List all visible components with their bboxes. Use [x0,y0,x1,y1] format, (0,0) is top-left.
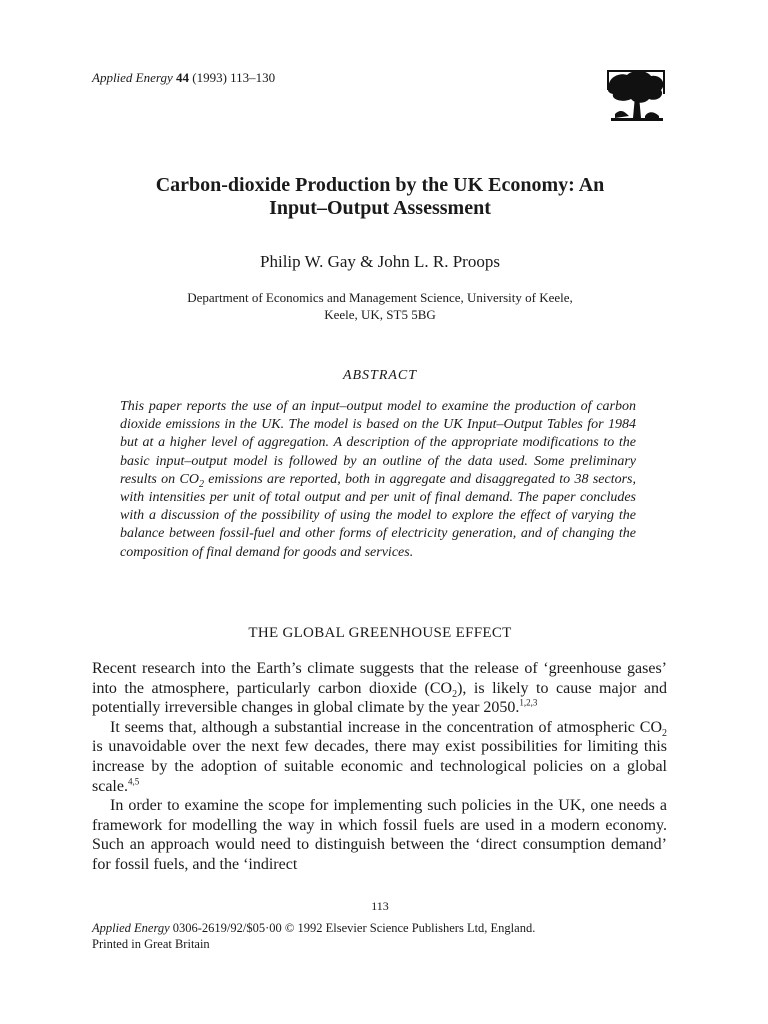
paragraph-1 [92,659,667,718]
abstract-text [120,398,636,562]
paper-authors: Philip W. Gay & John L. R. Proops [260,252,500,271]
abstract-part-b: emissions are reported, both in aggregate and disaggregated to 38 sectors, with intensities per unit of total output and per unit of final demand. The paper concludes with a discussion of the possibility of using the model to explore the effect of varying the balance between fossil-fuel and other forms of electricity generation, and of changing the composition of final demand for goods and services. [120,471,636,560]
p1-citation: 1,2,3 [519,697,538,708]
paragraph-3: In order to examine the scope for implementing such policies in the UK, one needs a framework for modelling the way in which fossil fuels are used in a modern economy. Such an approach would need to distinguish between the ‘direct consumption demand’ for fossil fuels, and the ‘indirect [92,797,667,873]
footer-line-1 [92,920,672,936]
p1-part-b: ), is likely to cause major and potentially irreversible changes in global climate by the year 2050. [92,679,667,717]
elsevier-tree-logo-icon [605,68,667,124]
abstract-part-a: This paper reports the use of an input–output model to examine the production of carbon dioxide emissions in the UK. The model is based on the UK Input–Output Tables for 1984 but at a higher level of aggregation. A description of the appropriate modifications to the basic input–output model is followed by an outline of the data used. Some preliminary results on CO [120,399,636,487]
footer-issn-copyright: 0306-2619/92/$05·00 © 1992 Elsevier Science Publishers Ltd, England. [169,921,536,935]
p2-citation: 4,5 [127,776,140,787]
footer-journal: Applied Energy [92,921,170,935]
paper-title [80,174,680,220]
affiliation-line-1: Department of Economics and Management Science, University of Keele, [187,290,573,305]
page-number: 113 [371,899,389,913]
journal-reference [92,70,275,86]
author-affiliation [120,289,640,323]
p1-subscript: 2 [452,688,458,700]
journal-year-pages: (1993) 113–130 [192,70,276,85]
paragraph-2 [92,718,667,796]
section-heading: THE GLOBAL GREENHOUSE EFFECT [248,625,512,641]
body-text [92,659,667,875]
journal-name: Applied Energy [92,70,173,85]
title-line-1: Carbon-dioxide Production by the UK Economy: An [155,174,605,196]
footer-line-2: Printed in Great Britain [92,937,210,951]
title-line-2: Input–Output Assessment [269,197,491,219]
p2-subscript: 2 [662,727,667,739]
p2-part-b: is unavoidable over the next few decades, there may exist possibilities for limiting this increase by the adoption of suitable economic and technological policies on a global scale. [92,738,667,795]
journal-volume: 44 [176,70,189,85]
abstract-subscript: 2 [198,478,204,490]
p2-part-a: It seems that, although a substantial increase in the concentration of atmospheric CO [110,718,662,736]
affiliation-line-2: Keele, UK, ST5 5BG [324,307,436,322]
page-footer [92,920,672,952]
abstract-heading: ABSTRACT [342,368,418,383]
p1-part-a: Recent research into the Earth’s climate suggests that the release of ‘greenhouse gases’ into the atmosphere, particularly carbon dioxide (CO [92,660,667,697]
